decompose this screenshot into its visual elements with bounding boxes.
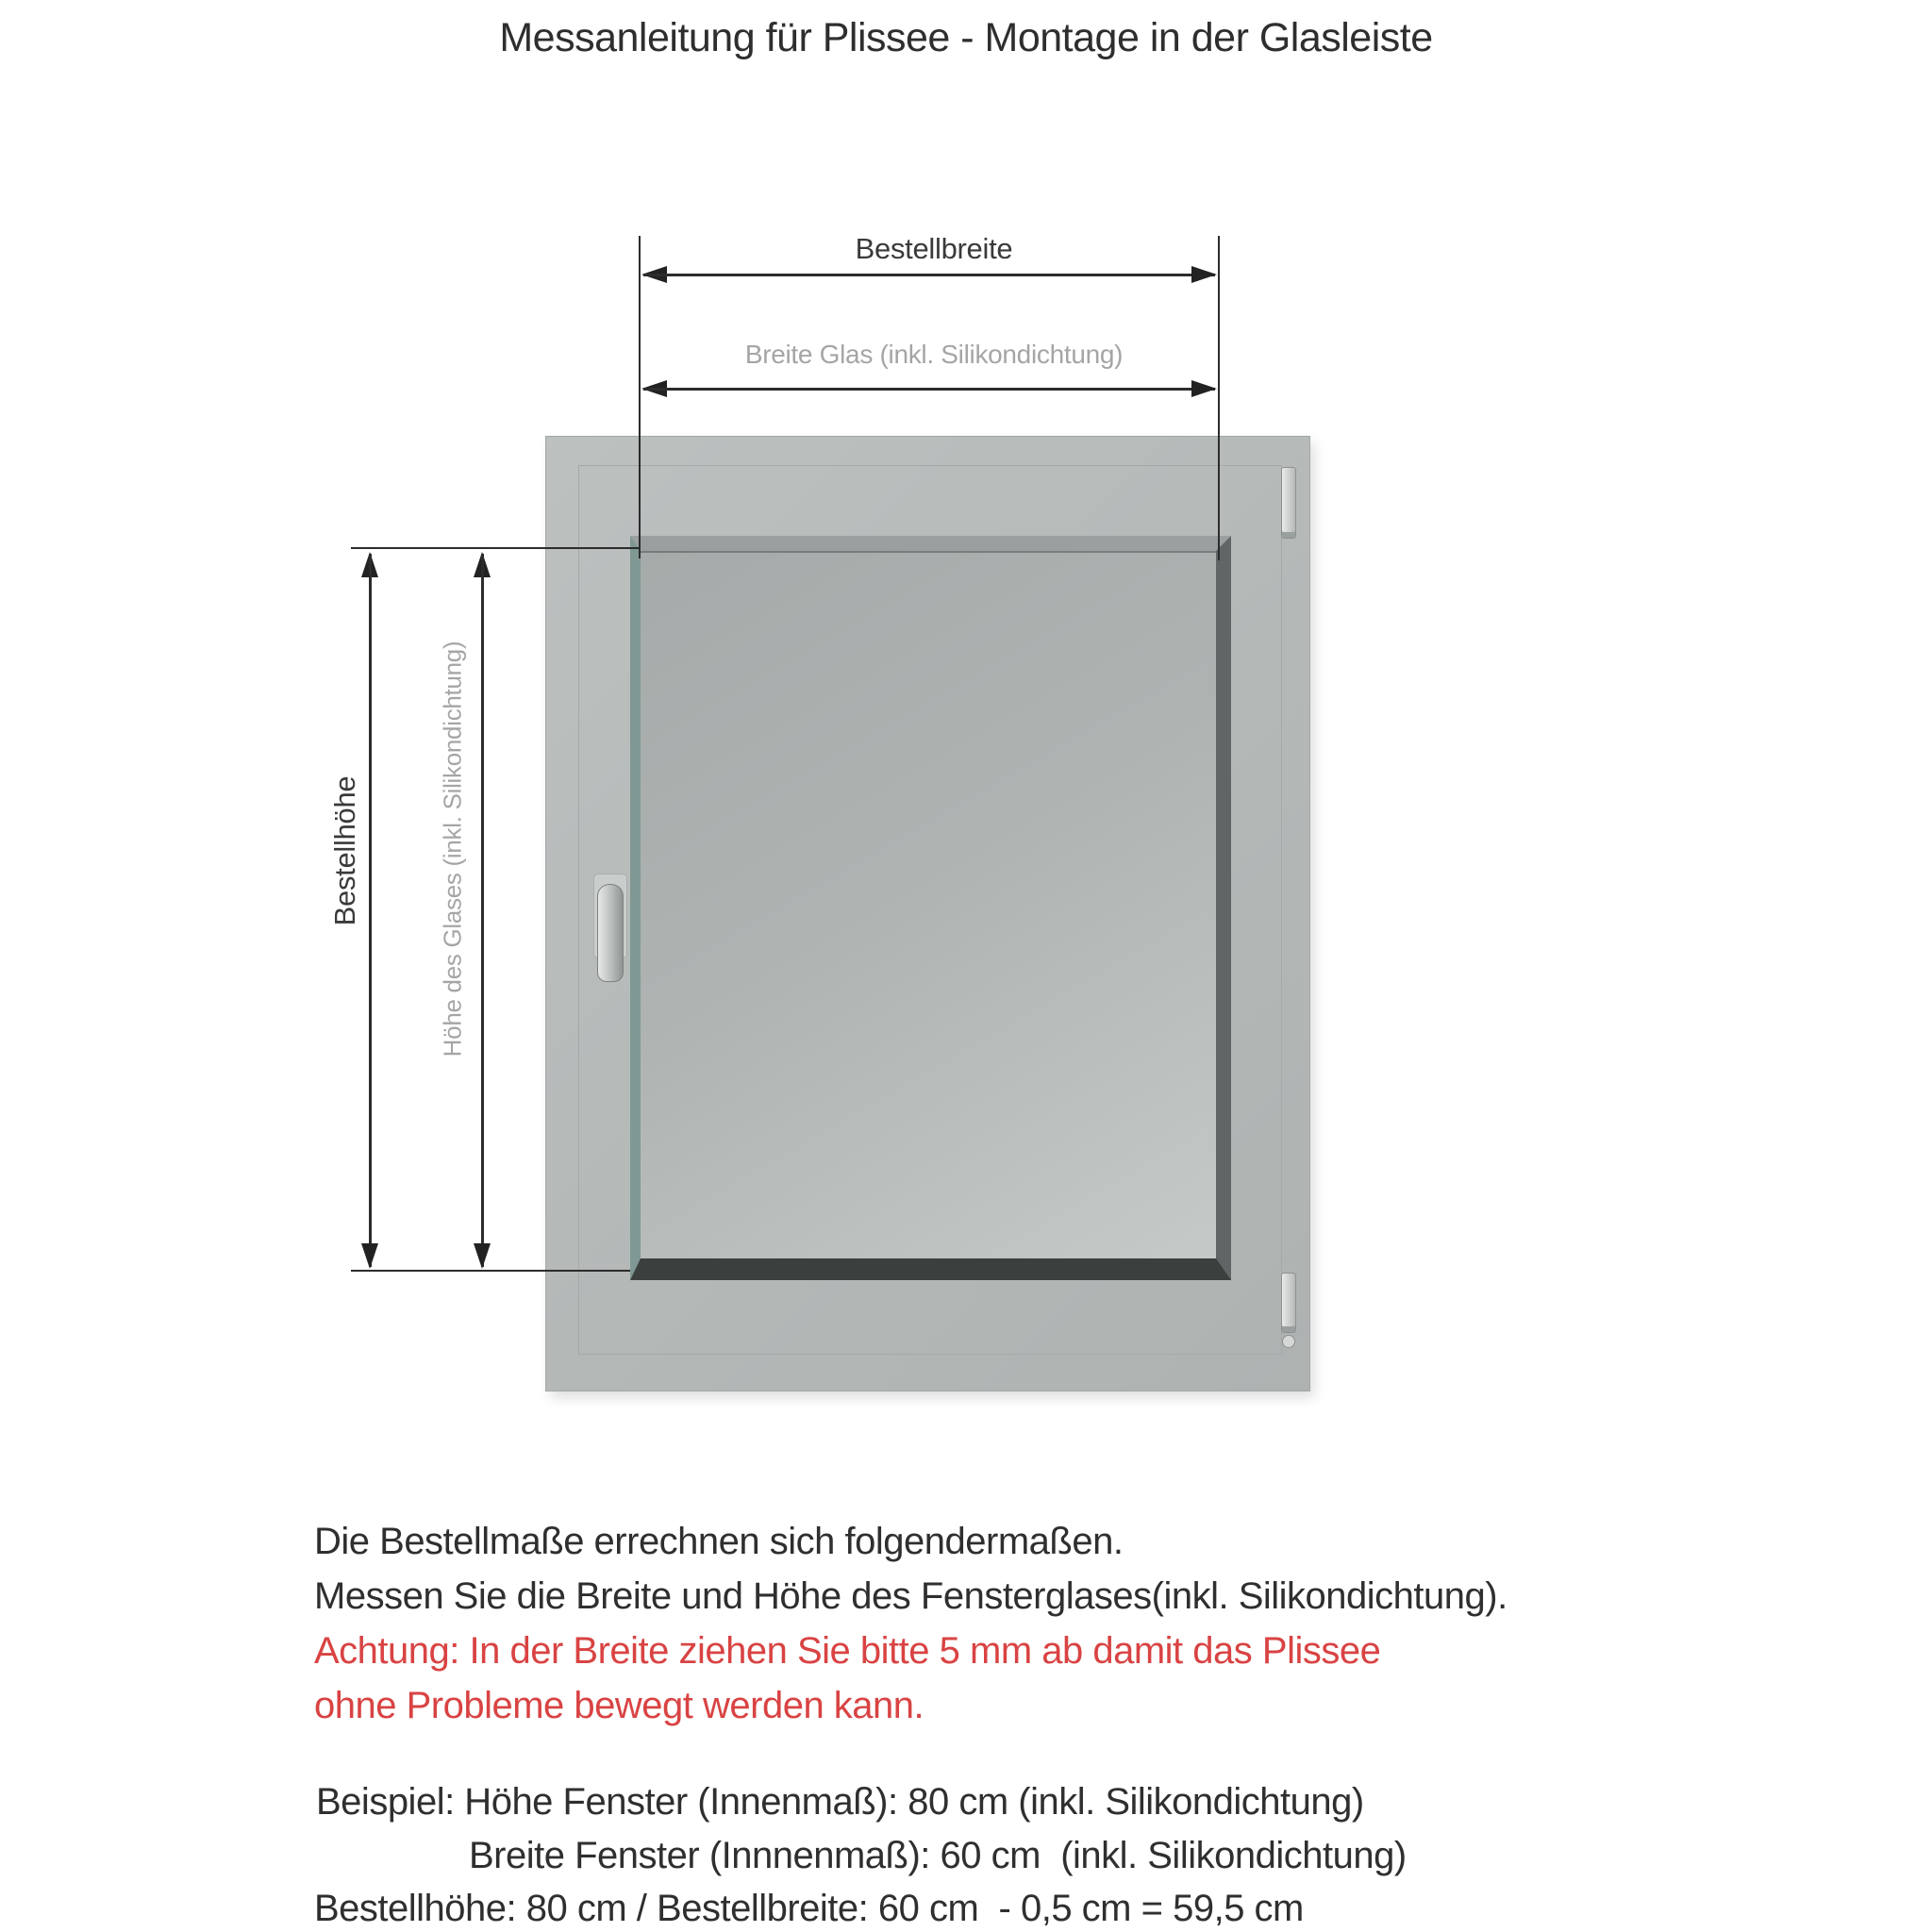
glazing-bead-frame — [630, 536, 1231, 1280]
order-height-label: Bestellhöhe — [328, 775, 361, 926]
instruction-line-2: Messen Sie die Breite und Höhe des Fensterglases(inkl. Silikondichtung). — [314, 1575, 1507, 1617]
dimension-line — [481, 554, 484, 1267]
example-line-height: Beispiel: Höhe Fenster (Innenmaß): 80 cm (inkl. Silikondichtung) — [316, 1781, 1364, 1823]
dimension-line — [369, 554, 372, 1267]
warning-line-1: Achtung: In der Breite ziehen Sie bitte 5 mm ab damit das Plissee — [314, 1630, 1381, 1672]
page-title: Messanleitung für Plissee - Montage in der Glasleiste — [499, 15, 1433, 60]
instruction-line-1: Die Bestellmaße errechnen sich folgendermaßen. — [314, 1521, 1124, 1562]
arrowhead-right-icon — [1191, 266, 1217, 283]
window-handle — [597, 884, 624, 982]
glass-height-arrow — [474, 552, 491, 1269]
glass-width-arrow — [641, 380, 1217, 397]
arrowhead-down-icon — [474, 1243, 491, 1269]
hinge-knob — [1282, 1335, 1295, 1348]
extension-line-top-horizontal — [351, 547, 640, 549]
order-height-arrow — [361, 552, 378, 1269]
glass-width-label: Breite Glas (inkl. Silikondichtung) — [744, 340, 1124, 369]
example-line-result: Bestellhöhe: 80 cm / Bestellbreite: 60 cm - 0,5 cm = 59,5 cm — [314, 1888, 1304, 1929]
dimension-line — [643, 274, 1215, 276]
hinge-bottom — [1281, 1273, 1296, 1333]
extension-line-right-vertical — [1218, 236, 1220, 560]
hinge-top — [1281, 467, 1296, 539]
glass-height-label: Höhe des Glases (inkl. Silikondichtung) — [438, 641, 467, 1058]
window-glass — [641, 551, 1216, 1258]
extension-line-left-vertical — [639, 236, 641, 558]
arrowhead-right-icon — [1191, 380, 1217, 397]
order-width-arrow — [641, 266, 1217, 283]
extension-line-bottom-horizontal — [351, 1270, 630, 1272]
warning-line-2: ohne Probleme bewegt werden kann. — [314, 1685, 924, 1726]
window-frame — [545, 436, 1310, 1391]
dimension-line — [643, 388, 1215, 391]
arrowhead-down-icon — [361, 1243, 378, 1269]
example-line-width: Breite Fenster (Innnenmaß): 60 cm (inkl. Silikondichtung) — [469, 1835, 1407, 1876]
order-width-label: Bestellbreite — [855, 232, 1013, 265]
